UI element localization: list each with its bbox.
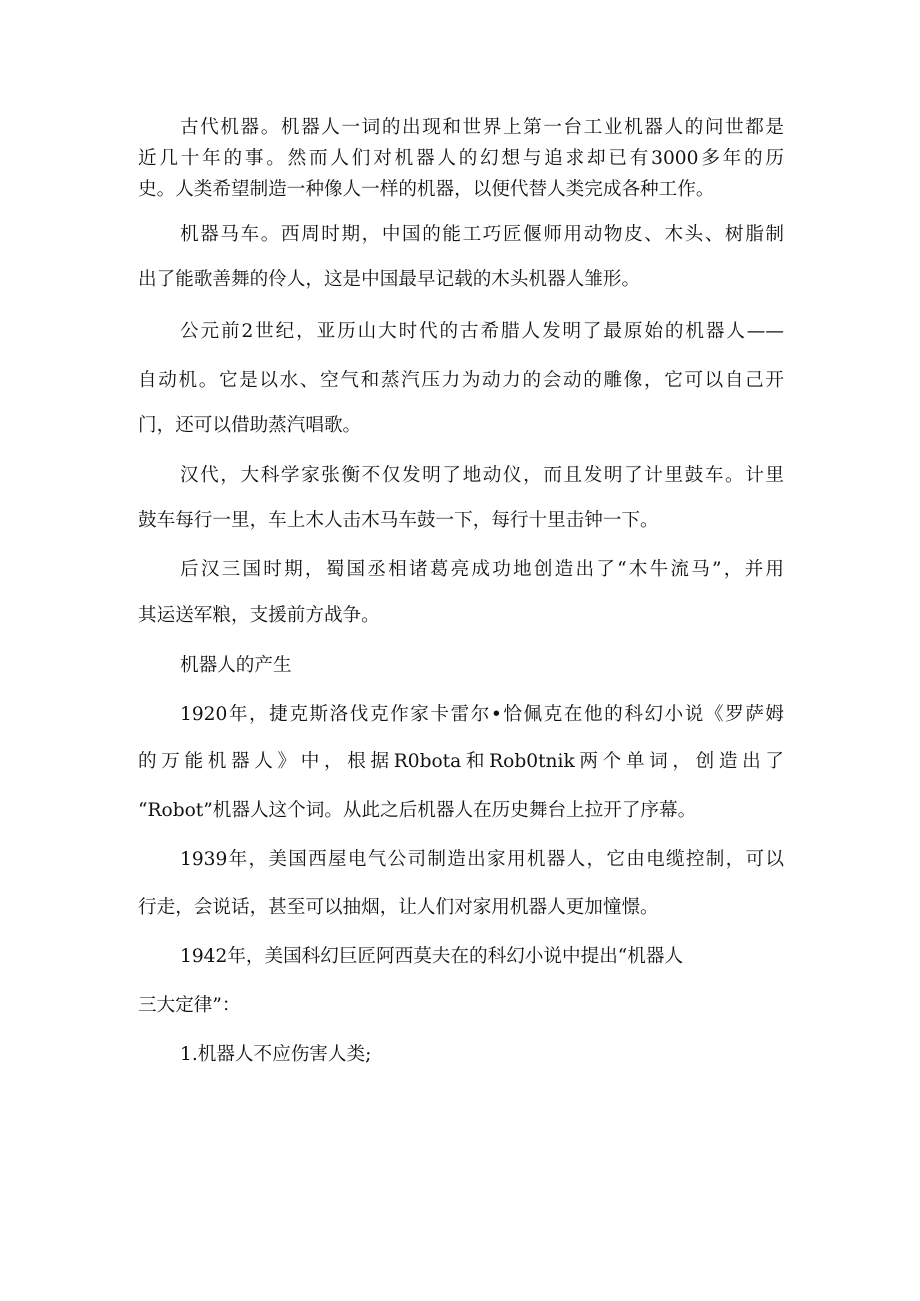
text-line: 1920年，捷克斯洛伐克作家卡雷尔•恰佩克在他的科幻小说《罗萨姆 bbox=[180, 704, 784, 725]
text-line: 古代机器。机器人一词的出现和世界上第一台工业机器人的问世都是 bbox=[180, 117, 784, 138]
text-line: 后汉三国时期，蜀国丞相诸葛亮成功地创造出了“木牛流马”，并用 bbox=[180, 559, 784, 580]
text-line: 的万能机器人》中，根据R0bota和Rob0tnik两个单词，创造出了 bbox=[138, 751, 784, 772]
text-line: 出了能歌善舞的伶人，这是中国最早记载的木头机器人雏形。 bbox=[138, 269, 641, 290]
text-line: 史。人类希望制造一种像人一样的机器，以便代替人类完成各种工作。 bbox=[138, 179, 715, 200]
text-line: 公元前2世纪，亚历山大时代的古希腊人发明了最原始的机器人—— bbox=[180, 321, 784, 342]
text-line: “Robot”机器人这个词。从此之后机器人在历史舞台上拉开了序幕。 bbox=[138, 800, 697, 821]
section-heading: 机器人的产生 bbox=[180, 655, 292, 676]
text-line: 近几十年的事。然而人们对机器人的幻想与追求却已有3000多年的历 bbox=[138, 148, 784, 169]
text-line: 行走，会说话，甚至可以抽烟，让人们对家用机器人更加憧憬。 bbox=[138, 897, 659, 918]
list-item: 1.机器人不应伤害人类; bbox=[180, 1044, 372, 1065]
text-line: 1939年，美国西屋电气公司制造出家用机器人，它由电缆控制，可以 bbox=[180, 849, 784, 870]
text-line: 自动机。它是以水、空气和蒸汽压力为动力的会动的雕像，它可以自己开 bbox=[138, 370, 784, 391]
text-line: 其运送军粮，支援前方战争。 bbox=[138, 605, 380, 626]
text-line: 机器马车。西周时期，中国的能工巧匠偃师用动物皮、木头、树脂制 bbox=[180, 224, 784, 245]
text-line: 汉代，大科学家张衡不仅发明了地动仪，而且发明了计里鼓车。计里 bbox=[180, 465, 784, 486]
text-line: 三大定律”： bbox=[138, 995, 241, 1016]
text-line: 鼓车每行一里，车上木人击木马车鼓一下，每行十里击钟一下。 bbox=[138, 510, 659, 531]
text-line: 门，还可以借助蒸汽唱歌。 bbox=[138, 415, 362, 436]
text-line: 1942年，美国科幻巨匠阿西莫夫在的科幻小说中提出“机器人 bbox=[180, 946, 684, 967]
